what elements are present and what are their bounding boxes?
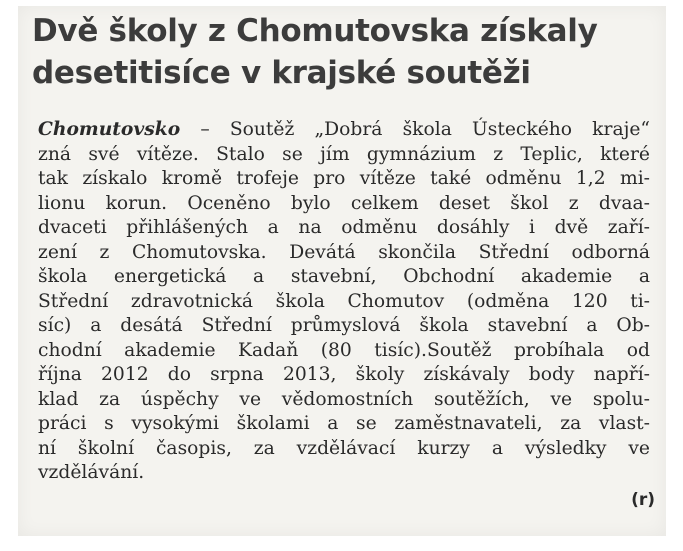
- author-signature: (r): [631, 490, 655, 510]
- body-line-4: lionu korun. Oceněno bylo celkem deset škol z dvaa-: [38, 192, 650, 214]
- body-line-9: síc) a desátá Střední průmyslová škola stavební a Ob-: [38, 315, 650, 336]
- body-line-11: října 2012 do srpna 2013, školy získávaly body napří-: [38, 364, 650, 385]
- body-line-3: tak získalo kromě trofeje pro vítěze také odměnu 1,2 mi-: [38, 168, 650, 189]
- body-line-15: vzdělávání.: [38, 462, 145, 483]
- body-line-6: zení z Chomutovska. Devátá skončila Střední odborná: [38, 241, 650, 263]
- headline-line-1: Dvě školy z Chomutovska získaly: [32, 13, 598, 49]
- first-line-text: Soutěž „Dobrá škola Ústeckého kraje“: [229, 119, 650, 140]
- body-line-8: Střední zdravotnická škola Chomutov (odměna 120 ti-: [38, 290, 650, 312]
- headline-line-2: desetitisíce v krajské soutěži: [32, 55, 531, 91]
- article-lead-word: Chomutovsko: [38, 118, 181, 140]
- body-line-10: chodní akademie Kadaň (80 tisíc).Soutěž probíhala od: [38, 339, 650, 361]
- body-line-13: práci s vysokými školami a se zaměstnavateli, za vlast-: [38, 413, 650, 434]
- article-body: [38, 117, 650, 486]
- body-line-5: dvaceti přihlášených a na odměnu dosáhly i dvě zaří-: [38, 217, 650, 238]
- body-line-2: zná své vítěze. Stalo se jím gymnázium z Teplic, které: [38, 143, 650, 165]
- body-line-7: škola energetická a stavební, Obchodní akademie a: [38, 266, 650, 287]
- lead-dash: –: [180, 119, 230, 140]
- body-line-1: [38, 117, 650, 143]
- body-line-12: klad za úspěchy ve vědomostních soutěžích, ve spolu-: [38, 388, 650, 410]
- article-headline: [32, 10, 622, 94]
- body-line-14: ní školní časopis, za vzdělávací kurzy a výsledky ve: [38, 437, 650, 459]
